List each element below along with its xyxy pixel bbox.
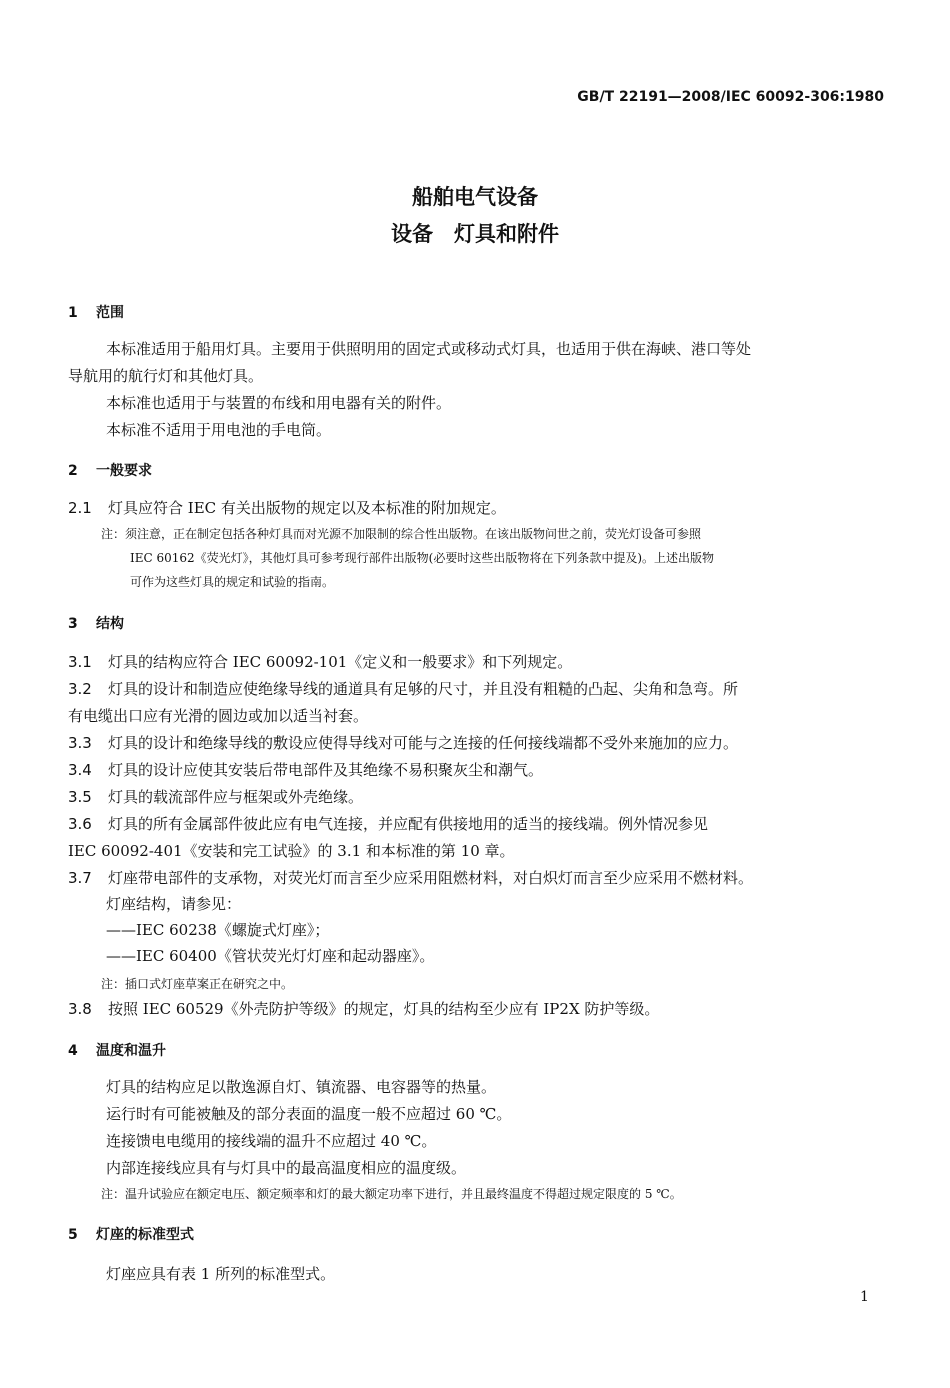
clause-text: 灯具的结构应符合 IEC 60092-101《定义和一般要求》和下列规定。 — [108, 653, 573, 671]
note: 注：插口式灯座草案正在研究之中。 — [101, 977, 294, 991]
clause-number: 3.4 — [68, 761, 92, 779]
section-number: 5 — [68, 1227, 78, 1243]
clause-3-8 — [68, 999, 659, 1019]
clause-text: 灯具的设计应使其安装后带电部件及其绝缘不易积聚灰尘和潮气。 — [108, 761, 544, 779]
list-item: ——IEC 60400《管状荧光灯灯座和起动器座》。 — [106, 947, 435, 965]
clause-text: 灯具应符合 IEC 有关出版物的规定以及本标准的附加规定。 — [108, 499, 506, 517]
section-title: 一般要求 — [96, 463, 152, 479]
section-title: 范围 — [96, 305, 124, 321]
clause-2-1 — [68, 498, 506, 518]
clause-3-2 — [68, 679, 738, 699]
section-title: 灯座的标准型式 — [96, 1227, 194, 1243]
document-title-line1: 船舶电气设备 — [412, 185, 538, 209]
paragraph: 本标准适用于船用灯具。主要用于供照明用的固定式或移动式灯具，也适用于供在海峡、港口等处 — [106, 340, 752, 358]
paragraph: 灯座应具有表 1 所列的标准型式。 — [106, 1265, 336, 1283]
paragraph: 连接馈电电缆用的接线端的温升不应超过 40 ℃。 — [106, 1132, 437, 1150]
note: 可作为这些灯具的规定和试验的指南。 — [130, 575, 335, 589]
paragraph: 内部连接线应具有与灯具中的最高温度相应的温度级。 — [106, 1159, 467, 1177]
page-number: 1 — [860, 1289, 869, 1305]
section-number: 3 — [68, 616, 78, 632]
clause-3-5 — [68, 787, 363, 807]
section-4-heading — [68, 1040, 166, 1060]
standard-code: GB/T 22191—2008/IEC 60092-306:1980 — [577, 89, 884, 105]
clause-text: 灯具的设计和制造应使绝缘导线的通道具有足够的尺寸，并且没有粗糙的凸起、尖角和急弯。所 — [108, 680, 739, 698]
section-title: 温度和温升 — [96, 1043, 166, 1059]
section-number: 4 — [68, 1043, 78, 1059]
clause-text: 灯座带电部件的支承物，对荧光灯而言至少应采用阻燃材料，对白炽灯而言至少应采用不燃材料。 — [108, 869, 754, 887]
note: 注：温升试验应在额定电压、额定频率和灯的最大额定功率下进行，并且最终温度不得超过规定限度的 5 ℃。 — [101, 1187, 682, 1201]
clause-3-7 — [68, 868, 753, 888]
paragraph: 本标准不适用于用电池的手电筒。 — [106, 421, 332, 439]
paragraph: 导航用的航行灯和其他灯具。 — [68, 367, 264, 385]
clause-number: 3.7 — [68, 869, 92, 887]
section-5-heading — [68, 1224, 194, 1244]
clause-number: 2.1 — [68, 499, 92, 517]
note: IEC 60162《荧光灯》，其他灯具可参考现行部件出版物(必要时这些出版物将在下列条款中提及)。上述出版物 — [130, 551, 715, 565]
note: 注：须注意，正在制定包括各种灯具而对光源不加限制的综合性出版物。在该出版物问世之前，荧光灯设备可参照 — [101, 527, 702, 541]
paragraph: 有电缆出口应有光滑的圆边或加以适当衬套。 — [68, 707, 369, 725]
section-2-heading — [68, 460, 152, 480]
clause-text: 灯具的设计和绝缘导线的敷设应使得导线对可能与之连接的任何接线端都不受外来施加的应力。 — [108, 734, 739, 752]
section-number: 1 — [68, 305, 78, 321]
clause-3-4 — [68, 760, 543, 780]
clause-number: 3.3 — [68, 734, 92, 752]
section-number: 2 — [68, 463, 78, 479]
clause-3-3 — [68, 733, 738, 753]
clause-3-1 — [68, 652, 572, 672]
clause-3-6 — [68, 814, 708, 834]
clause-number: 3.6 — [68, 815, 92, 833]
paragraph: IEC 60092-401《安装和完工试验》的 3.1 和本标准的第 10 章。 — [68, 842, 515, 860]
clause-text: 灯具的载流部件应与框架或外壳绝缘。 — [108, 788, 364, 806]
section-1-heading — [68, 302, 124, 322]
clause-number: 3.1 — [68, 653, 92, 671]
section-title: 结构 — [96, 616, 124, 632]
clause-number: 3.2 — [68, 680, 92, 698]
clause-text: 灯具的所有金属部件彼此应有电气连接，并应配有供接地用的适当的接线端。例外情况参见 — [108, 815, 709, 833]
document-title-line2: 设备 灯具和附件 — [391, 222, 559, 246]
paragraph: 本标准也适用于与装置的布线和用电器有关的附件。 — [106, 394, 452, 412]
paragraph: 灯座结构，请参见： — [106, 895, 242, 913]
clause-number: 3.5 — [68, 788, 92, 806]
paragraph: 运行时有可能被触及的部分表面的温度一般不应超过 60 ℃。 — [106, 1105, 512, 1123]
clause-number: 3.8 — [68, 1000, 92, 1018]
paragraph: 灯具的结构应足以散逸源自灯、镇流器、电容器等的热量。 — [106, 1078, 497, 1096]
clause-text: 按照 IEC 60529《外壳防护等级》的规定，灯具的结构至少应有 IP2X 防护等级。 — [108, 1000, 660, 1018]
section-3-heading — [68, 613, 124, 633]
list-item: ——IEC 60238《螺旋式灯座》； — [106, 921, 330, 939]
